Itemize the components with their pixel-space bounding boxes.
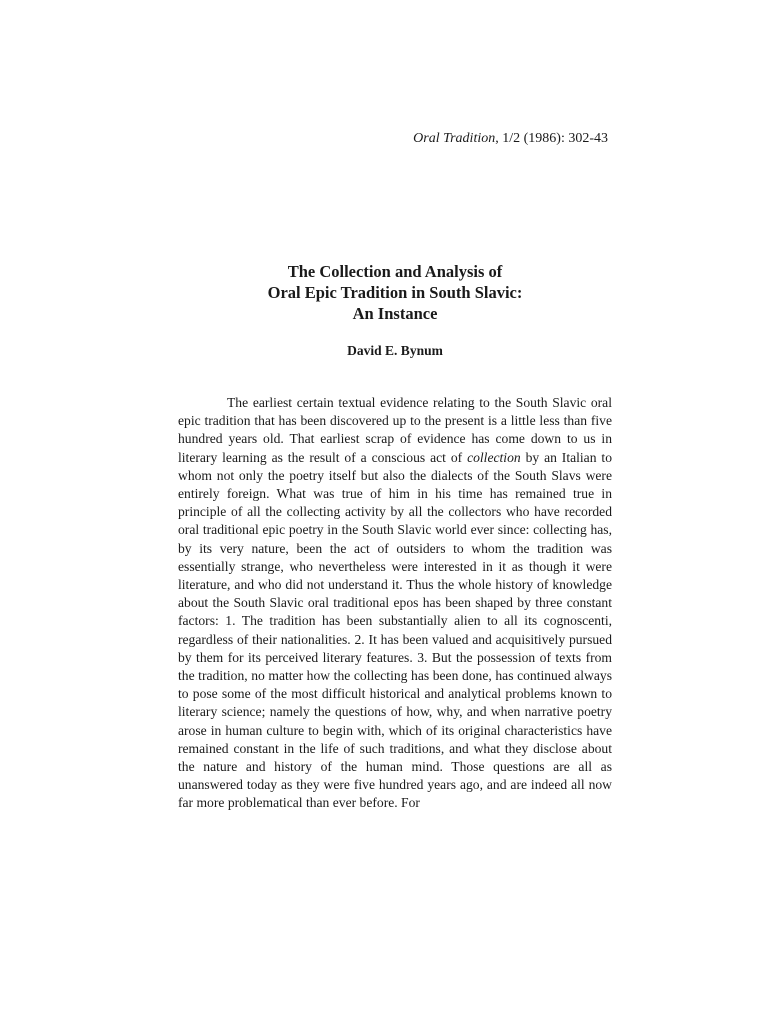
journal-name: Oral Tradition — [413, 131, 496, 146]
journal-volume-pages: , 1/2 (1986): 302-43 — [495, 131, 608, 146]
title-line-1: The Collection and Analysis of — [287, 262, 503, 281]
paragraph-text-start: The earliest certain textual evidence relating to the South Slavic oral epic tradition that has been discovered up to the present is a little less than five hundred years old. That earliest scrap of evidence has come down to us in literary learning as the result of a conscious act of — [178, 395, 612, 465]
body-text — [178, 394, 612, 813]
emphasized-word: collection — [467, 449, 521, 465]
title-line-2: Oral Epic Tradition in South Slavic: — [267, 283, 523, 302]
paragraph — [178, 394, 612, 813]
journal-citation — [413, 130, 608, 148]
paragraph-text-end: by an Italian to whom not only the poetry itself but also the dialects of the South Slavs were entirely foreign. What was true of him in his time has remained true in principle of all the collecting activity by all the collectors who have recorded oral traditional epic poetry in the South Slavic world ever since: collecting has, by its very nature, been the act of outsiders to whom the tradition was essentially strange, who nevertheless were interested in it as though it were literature, and who did not understand it. Thus the whole history of knowledge about the South Slavic oral traditional epos has been shaped by three constant factors: 1. The tradition has been substantially alien to all its cognoscenti, regardless of their nationalities. 2. It has been valued and acquisitively pursued by them for its perceived literary features. 3. But the possession of texts from the tradition, no matter how the collecting has been done, has continued always to pose some of the most difficult historical and analytical problems known to literary science; namely the questions of how, why, and when narrative poetry arose in human culture to begin with, which of its original characteristics have remained constant in the life of such traditions, and what they disclose about the nature and history of the human mind. Those questions are all as unanswered today as they were five hundred years ago, and are indeed all now far more problematical than ever before. For — [178, 449, 612, 811]
author-name: David E. Bynum — [347, 343, 443, 358]
title-line-3: An Instance — [352, 304, 438, 323]
article-title — [178, 261, 612, 324]
